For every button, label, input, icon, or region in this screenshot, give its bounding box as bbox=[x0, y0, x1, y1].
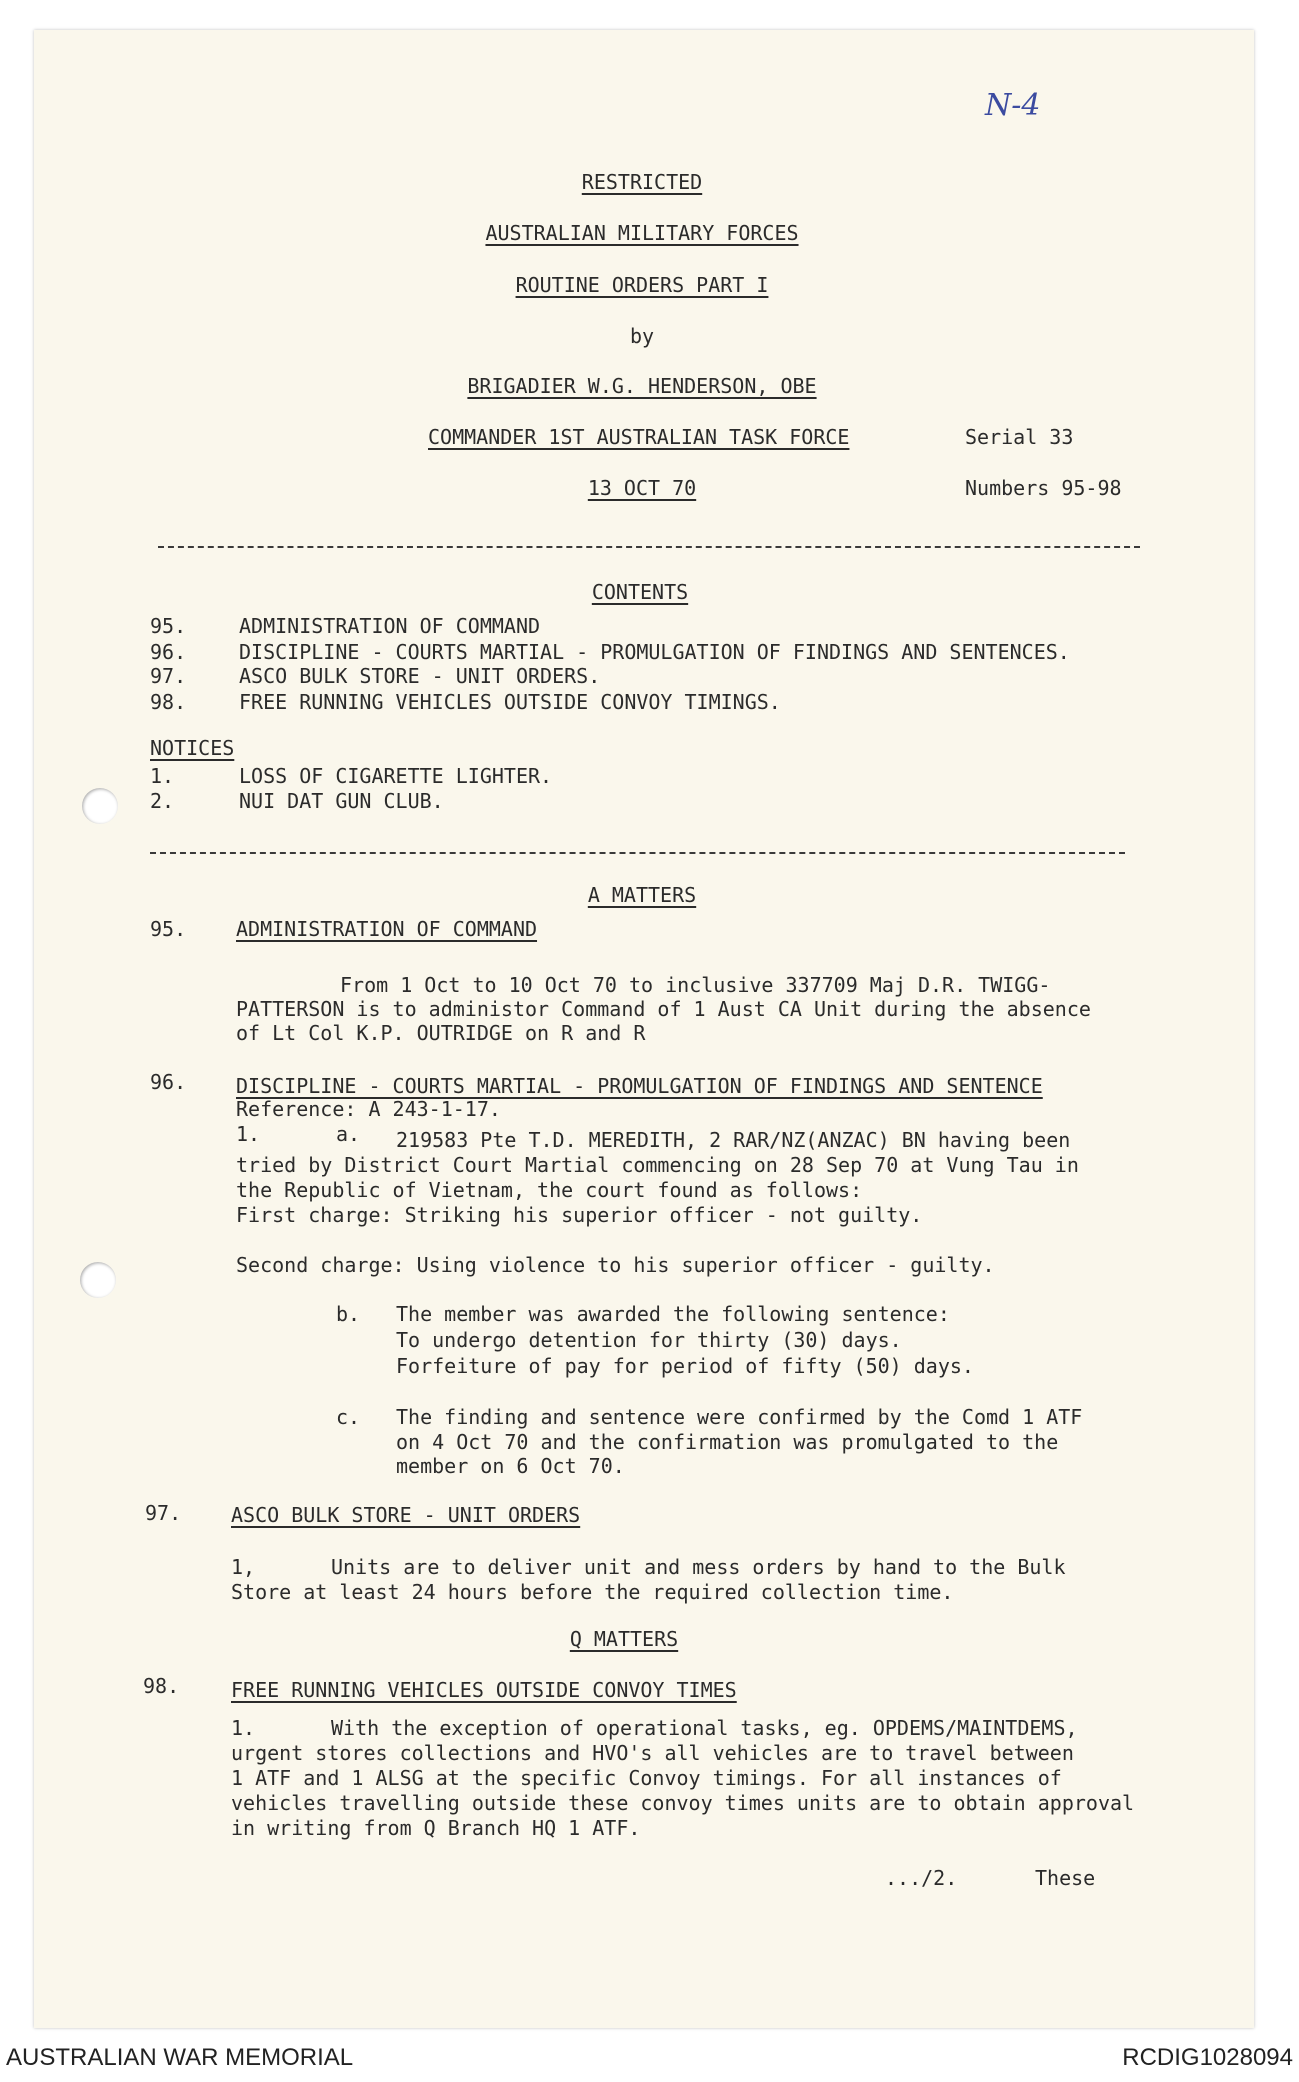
notices-heading: NOTICES bbox=[150, 736, 235, 760]
order-95-line: PATTERSON is to administor Command of 1 Aust CA Unit during the absence bbox=[236, 997, 1091, 1021]
contents-item-number: 98. bbox=[150, 690, 187, 714]
serial-number: Serial 33 bbox=[965, 425, 1074, 449]
order-96-number: 96. bbox=[150, 1070, 187, 1094]
contents-divider bbox=[150, 852, 1125, 854]
notice-number: 2. bbox=[150, 789, 175, 813]
issuer-position: COMMANDER 1ST AUSTRALIAN TASK FORCE bbox=[428, 425, 850, 449]
order-98-number: 98. bbox=[143, 1674, 180, 1698]
order-96-title: DISCIPLINE - COURTS MARTIAL - PROMULGATION OF FINDINGS AND SENTENCE bbox=[236, 1074, 1043, 1098]
order-96-c-label: c. bbox=[336, 1405, 361, 1429]
order-date: 13 OCT 70 bbox=[587, 476, 697, 500]
archive-footer-left: AUSTRALIAN WAR MEMORIAL bbox=[6, 2044, 354, 2071]
header-divider bbox=[158, 546, 1140, 548]
order-98-line: in writing from Q Branch HQ 1 ATF. bbox=[231, 1816, 641, 1840]
order-96-b-line: The member was awarded the following sentence: bbox=[396, 1302, 950, 1326]
order-97-line: Store at least 24 hours before the required collection time. bbox=[231, 1580, 954, 1604]
notice-text: LOSS OF CIGARETTE LIGHTER. bbox=[239, 764, 553, 788]
order-96-a-line: First charge: Striking his superior officer - not guilty. bbox=[236, 1203, 923, 1227]
order-96-c-line: member on 6 Oct 70. bbox=[396, 1454, 625, 1478]
order-98-para-number: 1. bbox=[231, 1716, 256, 1740]
order-95-number: 95. bbox=[150, 917, 187, 941]
order-98-line: With the exception of operational tasks, eg. OPDEMS/MAINTDEMS, bbox=[331, 1716, 1078, 1740]
q-matters-heading: Q MATTERS bbox=[569, 1627, 679, 1651]
order-97-title: ASCO BULK STORE - UNIT ORDERS bbox=[231, 1503, 581, 1527]
order-95-line: From 1 Oct to 10 Oct 70 to inclusive 337709 Maj D.R. TWIGG- bbox=[340, 973, 1051, 997]
contents-item-text: ADMINISTRATION OF COMMAND bbox=[239, 614, 541, 638]
order-96-para-number: 1. bbox=[236, 1122, 261, 1146]
order-98-line: urgent stores collections and HVO's all vehicles are to travel between bbox=[231, 1741, 1074, 1765]
order-96-b-line: To undergo detention for thirty (30) days. bbox=[396, 1328, 902, 1352]
document-type-heading: ROUTINE ORDERS PART I bbox=[515, 273, 769, 297]
order-96-reference: Reference: A 243-1-17. bbox=[236, 1097, 501, 1121]
order-96-b-line: Forfeiture of pay for period of fifty (50) days. bbox=[396, 1354, 974, 1378]
order-96-a-label: a. bbox=[336, 1122, 361, 1146]
contents-item-text: ASCO BULK STORE - UNIT ORDERS. bbox=[239, 664, 601, 688]
notice-text: NUI DAT GUN CLUB. bbox=[239, 789, 444, 813]
order-98-title: FREE RUNNING VEHICLES OUTSIDE CONVOY TIMES bbox=[231, 1678, 737, 1702]
archive-footer-right: RCDIG1028094 bbox=[1122, 2044, 1293, 2071]
order-96-b-label: b. bbox=[336, 1302, 361, 1326]
order-98-line: 1 ATF and 1 ALSG at the specific Convoy timings. For all instances of bbox=[231, 1766, 1062, 1790]
issuer-name: BRIGADIER W.G. HENDERSON, OBE bbox=[467, 374, 817, 398]
continuation-catchword: These bbox=[1035, 1866, 1096, 1890]
handwritten-note: N-4 bbox=[985, 88, 1041, 123]
order-numbers: Numbers 95-98 bbox=[965, 476, 1122, 500]
classification-heading: RESTRICTED bbox=[581, 170, 703, 194]
order-97-para-number: 1, bbox=[231, 1555, 256, 1579]
order-96-second-charge: Second charge: Using violence to his superior officer - guilty. bbox=[236, 1253, 995, 1277]
order-96-a-line: tried by District Court Martial commencing on 28 Sep 70 at Vung Tau in bbox=[236, 1153, 1079, 1177]
contents-item-number: 95. bbox=[150, 614, 187, 638]
order-98-line: vehicles travelling outside these convoy times units are to obtain approval bbox=[231, 1791, 1135, 1815]
contents-item-text: DISCIPLINE - COURTS MARTIAL - PROMULGATION OF FINDINGS AND SENTENCES. bbox=[239, 640, 1070, 664]
order-96-c-line: on 4 Oct 70 and the confirmation was promulgated to the bbox=[396, 1430, 1059, 1454]
order-97-line: Units are to deliver unit and mess orders by hand to the Bulk bbox=[331, 1555, 1066, 1579]
continuation-page-marker: .../2. bbox=[885, 1866, 958, 1890]
notice-number: 1. bbox=[150, 764, 175, 788]
punch-hole-upper bbox=[82, 788, 118, 824]
organisation-heading: AUSTRALIAN MILITARY FORCES bbox=[485, 221, 799, 245]
a-matters-heading: A MATTERS bbox=[587, 883, 697, 907]
order-95-title: ADMINISTRATION OF COMMAND bbox=[236, 917, 538, 941]
order-95-line: of Lt Col K.P. OUTRIDGE on R and R bbox=[236, 1021, 646, 1045]
order-96-a-line: 219583 Pte T.D. MEREDITH, 2 RAR/NZ(ANZAC) BN having been bbox=[396, 1128, 1071, 1152]
order-96-a-line: the Republic of Vietnam, the court found as follows: bbox=[236, 1178, 863, 1202]
order-97-number: 97. bbox=[145, 1501, 182, 1525]
by-line: by bbox=[629, 324, 655, 348]
contents-item-text: FREE RUNNING VEHICLES OUTSIDE CONVOY TIMINGS. bbox=[239, 690, 781, 714]
punch-hole-lower bbox=[80, 1262, 116, 1298]
contents-item-number: 96. bbox=[150, 640, 187, 664]
contents-item-number: 97. bbox=[150, 664, 187, 688]
contents-heading: CONTENTS bbox=[591, 580, 689, 604]
order-96-c-line: The finding and sentence were confirmed by the Comd 1 ATF bbox=[396, 1405, 1083, 1429]
